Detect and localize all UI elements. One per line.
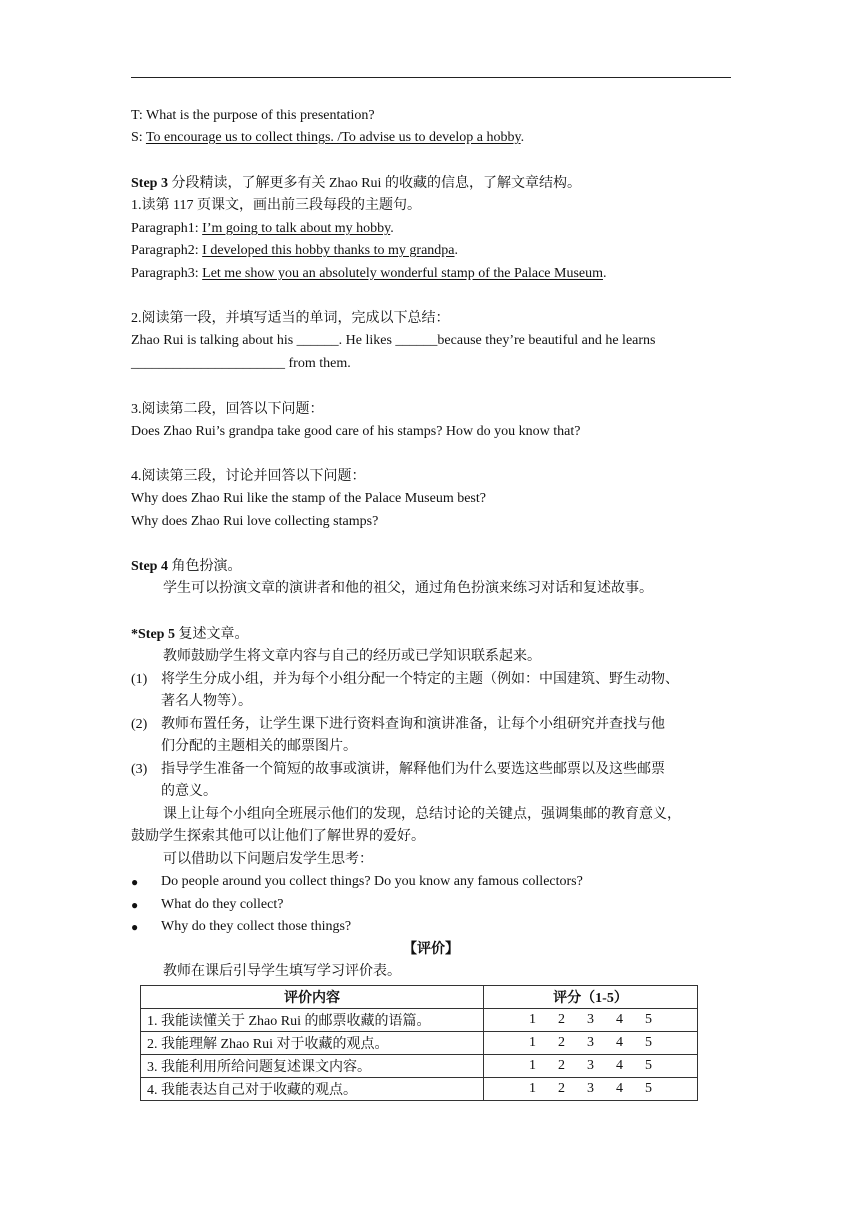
evaluation-item: 2. 我能理解 Zhao Rui 对于收藏的观点。	[141, 1032, 484, 1055]
task4-question1: Why does Zhao Rui like the stamp of the Palace Museum best?	[131, 491, 486, 506]
teacher-question: T: What is the purpose of this presentation?	[131, 108, 375, 123]
table-row	[141, 1009, 698, 1032]
task3-question: Does Zhao Rui’s grandpa take good care of his stamps? How do you know that?	[131, 424, 581, 439]
step3-task3: 3.阅读第二段，回答以下问题：	[131, 402, 324, 417]
bullet-icon: ●	[131, 875, 139, 889]
step4-body: 学生可以扮演文章的演讲者和他的祖父，通过角色扮演来练习对话和复述故事。	[163, 581, 653, 596]
evaluation-item: 1. 我能读懂关于 Zhao Rui 的邮票收藏的语篇。	[141, 1009, 484, 1032]
paragraph3-topic: Paragraph3: Let me show you an absolutely wonderful stamp of the Palace Museum.	[131, 266, 607, 281]
task2-summary-line1: Zhao Rui is talking about his ______. He likes ______because they’re beautiful and he learns	[131, 333, 656, 348]
task2-summary-line2: ______________________ from them.	[131, 356, 351, 371]
score-cell: 1 2 3 4 5	[484, 1078, 698, 1101]
table-row	[141, 1078, 698, 1101]
evaluation-item: 4. 我能表达自己对于收藏的观点。	[141, 1078, 484, 1101]
header-rule	[131, 77, 731, 78]
student-answer: S: To encourage us to collect things. /To advise us to develop a hobby.	[131, 130, 525, 145]
column-header-score: 评分（1-5）	[484, 986, 698, 1009]
column-header-content: 评价内容	[141, 986, 484, 1009]
step5-summary-line2: 鼓励学生探索其他可以让他们了解世界的爱好。	[131, 829, 425, 844]
evaluation-heading: 【评价】	[403, 942, 459, 957]
evaluation-item: 3. 我能利用所给问题复述课文内容。	[141, 1055, 484, 1078]
bullet-icon: ●	[131, 920, 139, 934]
step3-heading: Step 3 分段精读，了解更多有关 Zhao Rui 的收藏的信息，了解文章结构。	[131, 176, 581, 191]
paragraph2-topic: Paragraph2: I developed this hobby thanks to my grandpa.	[131, 243, 458, 258]
score-cell: 1 2 3 4 5	[484, 1032, 698, 1055]
score-cell: 1 2 3 4 5	[484, 1009, 698, 1032]
step5-prompt: 可以借助以下问题启发学生思考：	[163, 852, 373, 867]
student-answer-underlined: To encourage us to collect things. /To advise us to develop a hobby	[145, 130, 521, 145]
step3-task2: 2.阅读第一段，并填写适当的单词，完成以下总结：	[131, 311, 450, 326]
step5-summary-line1: 课上让每个小组向全班展示他们的发现，总结讨论的关键点，强调集邮的教育意义，	[163, 807, 681, 822]
paragraph1-topic: Paragraph1: I’m going to talk about my hobby.	[131, 221, 394, 236]
table-header-row	[141, 986, 698, 1009]
step3-task4: 4.阅读第三段，讨论并回答以下问题：	[131, 469, 366, 484]
step5-heading: *Step 5 复述文章。	[131, 627, 249, 642]
step4-heading: Step 4 角色扮演。	[131, 559, 242, 574]
evaluation-table	[140, 985, 698, 1101]
table-row	[141, 1055, 698, 1078]
step5-intro: 教师鼓励学生将文章内容与自己的经历或已学知识联系起来。	[163, 649, 541, 664]
bullet-icon: ●	[131, 898, 139, 912]
step3-task1: 1.读第 117 页课文，画出前三段每段的主题句。	[131, 198, 421, 213]
score-cell: 1 2 3 4 5	[484, 1055, 698, 1078]
table-row	[141, 1032, 698, 1055]
task4-question2: Why does Zhao Rui love collecting stamps?	[131, 514, 379, 529]
evaluation-intro: 教师在课后引导学生填写学习评价表。	[163, 964, 401, 979]
